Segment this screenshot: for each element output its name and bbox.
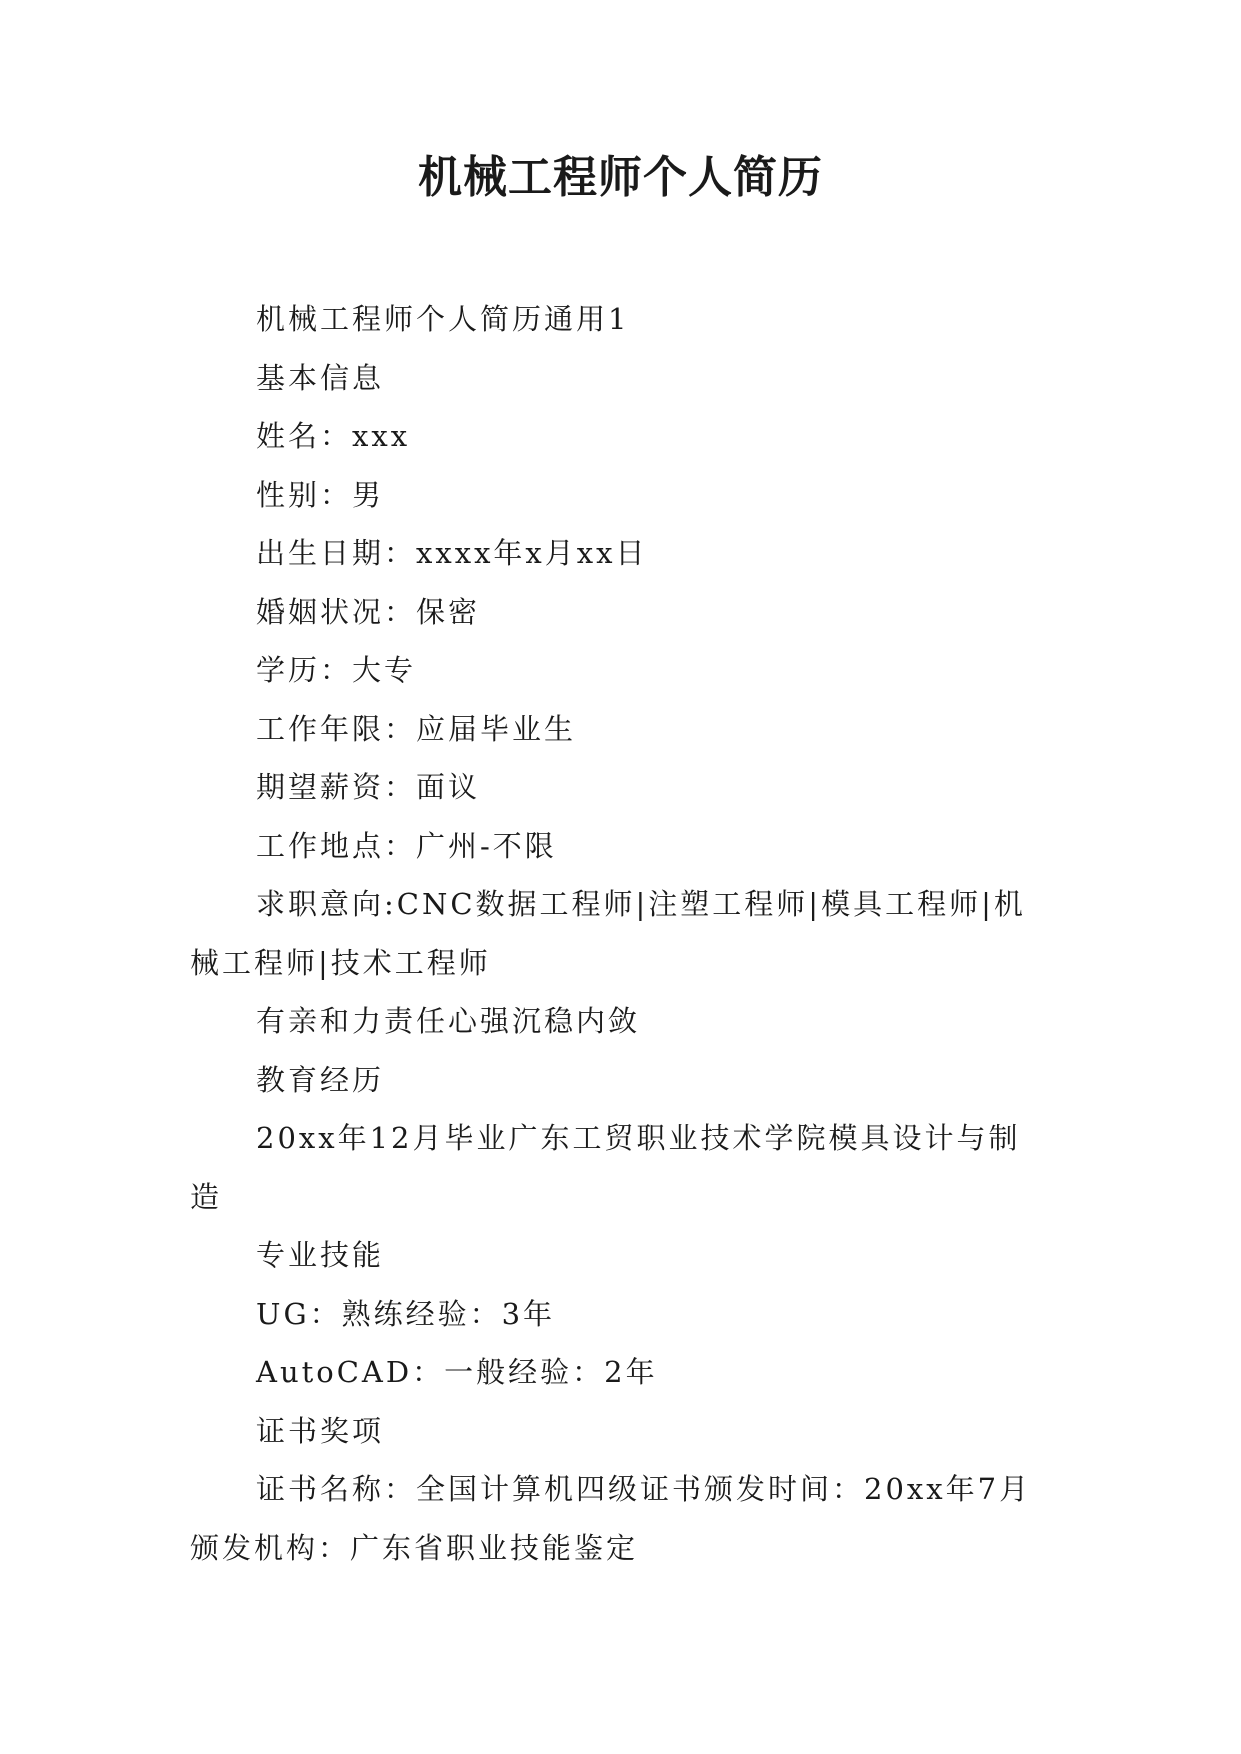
paragraph-education-heading: 教育经历 bbox=[256, 1062, 385, 1097]
document-body bbox=[190, 290, 1050, 1577]
paragraph-skill-autocad: AutoCAD：一般经验：2年 bbox=[256, 1355, 658, 1389]
paragraph-name: 姓名：xxx bbox=[256, 419, 411, 453]
paragraph-certificates-heading: 证书奖项 bbox=[256, 1413, 385, 1448]
paragraph-education-level: 学历：大专 bbox=[256, 653, 417, 687]
paragraph-education-detail: 20xx年12月毕业广东工贸职业技术学院模具设计与制造 bbox=[190, 1121, 1021, 1214]
paragraph-job-intention: 求职意向:CNC数据工程师|注塑工程师|模具工程师|机械工程师|技术工程师 bbox=[190, 887, 1026, 980]
paragraph-skill-ug: UG：熟练经验：3年 bbox=[256, 1296, 556, 1331]
paragraph-marital-status: 婚姻状况：保密 bbox=[256, 594, 481, 629]
paragraph-resume-heading: 机械工程师个人简历通用1 bbox=[256, 302, 630, 336]
paragraph-certificate-detail: 证书名称：全国计算机四级证书颁发时间：20xx年7月颁发机构：广东省职业技能鉴定 bbox=[190, 1472, 1032, 1565]
paragraph-basic-info-heading: 基本信息 bbox=[256, 360, 385, 395]
paragraph-self-description: 有亲和力责任心强沉稳内敛 bbox=[256, 1004, 641, 1038]
paragraph-birth-date: 出生日期：xxxx年x月xx日 bbox=[256, 536, 648, 570]
document-title: 机械工程师个人简历 bbox=[418, 152, 823, 203]
paragraph-gender: 性别：男 bbox=[256, 477, 385, 512]
paragraph-work-years: 工作年限：应届毕业生 bbox=[256, 711, 577, 746]
paragraph-work-location: 工作地点：广州-不限 bbox=[256, 828, 557, 863]
paragraph-expected-salary: 期望薪资：面议 bbox=[256, 770, 481, 804]
paragraph-skills-heading: 专业技能 bbox=[256, 1238, 385, 1272]
